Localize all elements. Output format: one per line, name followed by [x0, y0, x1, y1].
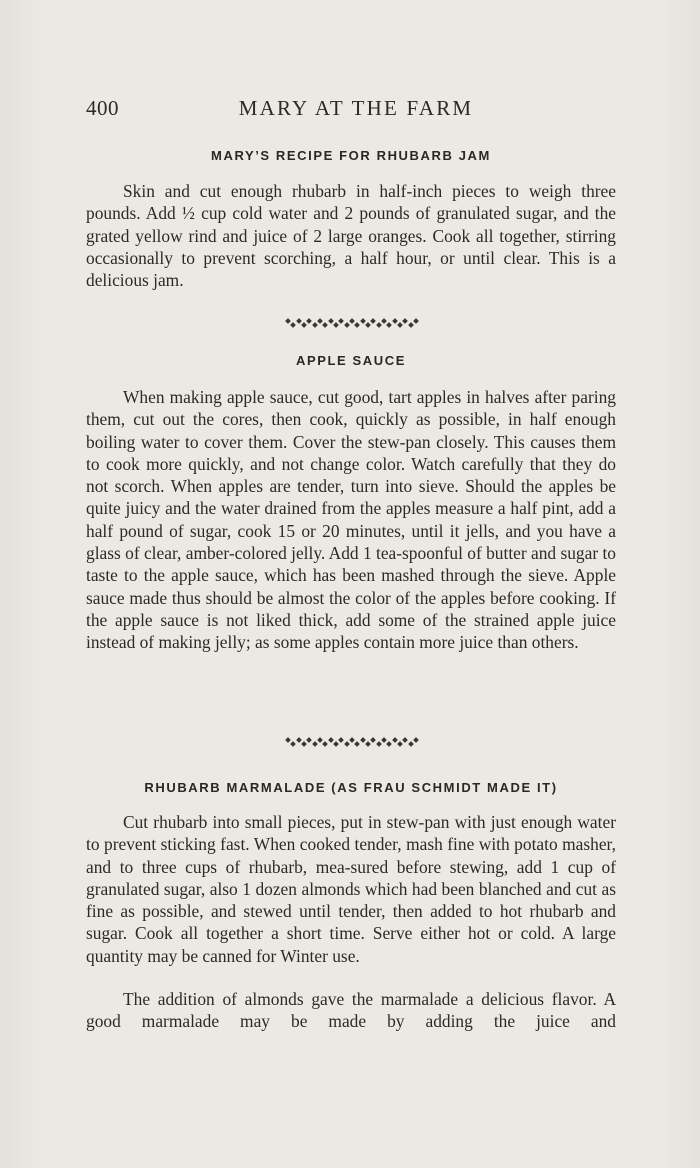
recipe-body-rhubarb-marmalade-continued: The addition of almonds gave the marmalade a delicious flavor. A good marmalade may be made by adding the juice and: [86, 989, 616, 1032]
recipe-body-apple-sauce: When making apple sauce, cut good, tart apples in halves after paring them, cut out the cores, then cook, quickly as possible, in half enough boiling water to cover them. Cover the stew-pan closely. This causes them to cook more quickly, and not change color. Watch carefully that they do not scorch. When apples are tender, turn into sieve. Should the apples be quite juicy and the water drained from the apples measure a half pint, add a half pound of sugar, cook 15 or 20 minutes, until it jells, and you have a glass of clear, amber-colored jelly. Add 1 tea-spoonful of butter and sugar to taste to the apple sauce, which has been mashed through the sieve. Apple sauce made thus should be almost the color of the apples before cooking. If the apple sauce is not liked thick, add some of the strained apple juice instead of making jelly; as some apples contain more juice than others.: [86, 387, 617, 653]
recipe-body-rhubarb-jam: Skin and cut enough rhubarb in half-inch pieces to weigh three pounds. Add ½ cup cold water and 2 pounds of granulated sugar, and the grated yellow rind and juice of 2 large oranges. Cook all together, stirring occasionally to prevent scorching, a half hour, or until clear. This is a delicious jam.: [86, 181, 616, 291]
recipe-heading-apple-sauce: APPLE SAUCE: [295, 353, 407, 368]
ornament-divider: [286, 318, 418, 328]
recipe-heading-rhubarb-jam: MARY’S RECIPE FOR RHUBARB JAM: [211, 148, 491, 163]
running-head: [86, 96, 616, 124]
running-title: MARY AT THE FARM: [238, 96, 474, 120]
recipe-heading-rhubarb-marmalade: RHUBARB MARMALADE (AS FRAU SCHMIDT MADE IT): [144, 780, 558, 795]
ornament-divider: [286, 737, 418, 747]
page-number: 400: [86, 96, 119, 120]
recipe-body-rhubarb-marmalade: Cut rhubarb into small pieces, put in stew-pan with just enough water to prevent sticking fast. When cooked tender, mash fine with potato masher, and to three cups of rhubarb, mea-sured before stewing, add 1 cup of granulated sugar, also 1 dozen almonds which had been blanched and cut as fine as possible, and stewed until tender, then added to hot rhubarb and sugar. Cook all together a short time. Serve either hot or cold. A large quantity may be canned for Winter use.: [86, 812, 616, 966]
